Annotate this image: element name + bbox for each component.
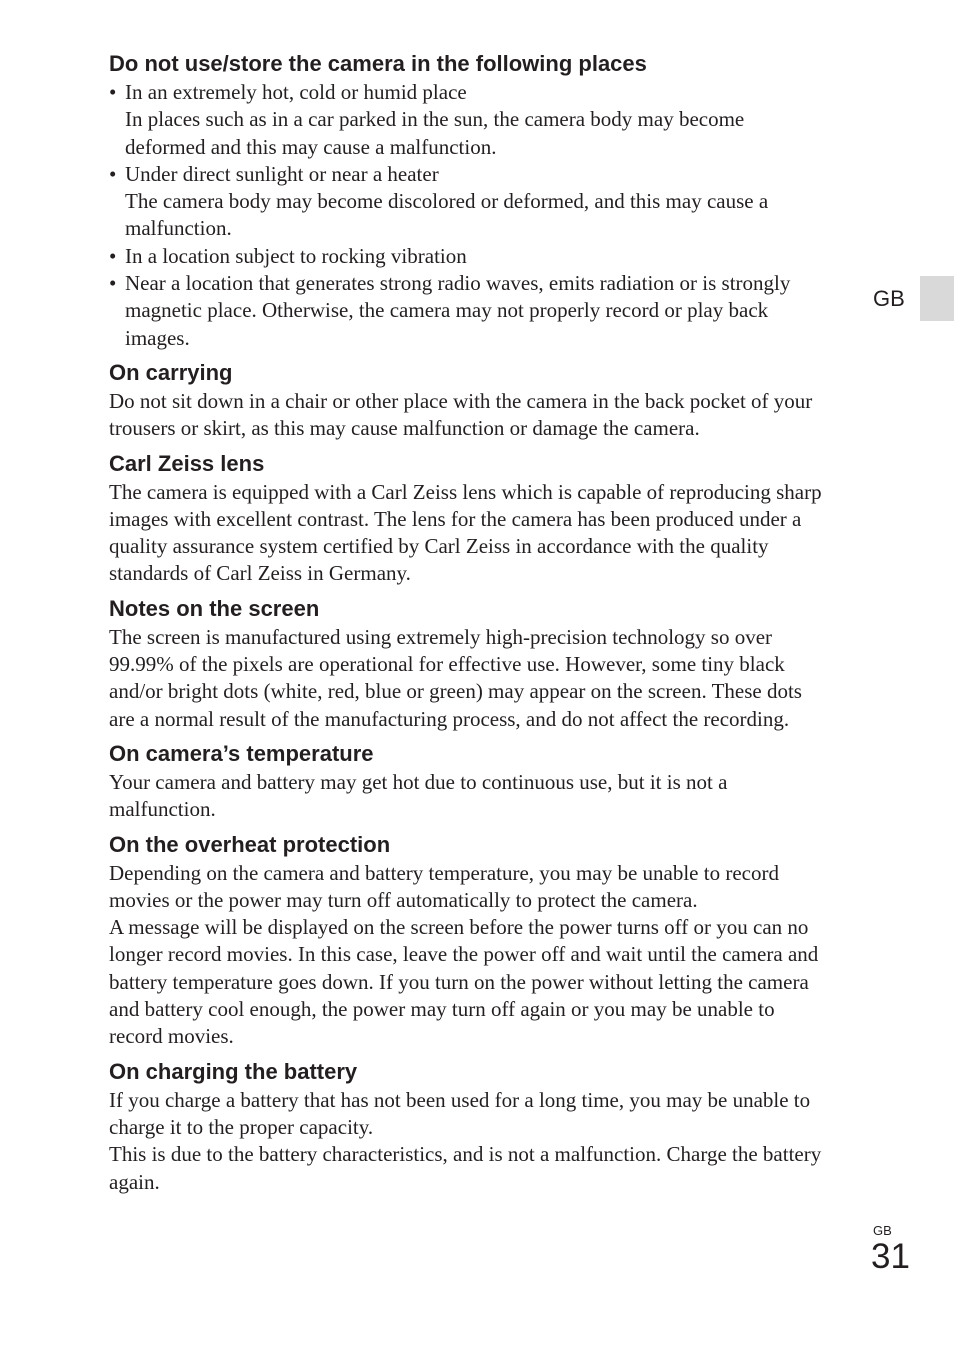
text-line: Do not sit down in a chair or other place with the camera in the back pocket of your: [109, 388, 813, 413]
text-line: and/or bright dots (white, red, blue or green) may appear on the screen. These dots: [109, 679, 802, 704]
text-line: The screen is manufactured using extremely high-precision technology so over: [109, 624, 773, 649]
paragraph: [109, 388, 861, 443]
bullet-marker: •: [109, 243, 117, 268]
text-line: images with excellent contrast. The lens for the camera has been produced under a: [109, 506, 802, 531]
text-line: 99.99% of the pixels are operational for effective use. However, some tiny black: [109, 652, 785, 677]
list-item: [109, 243, 861, 270]
text-line: battery temperature goes down. If you turn on the power without letting the camera: [109, 969, 809, 994]
section-overheat: [109, 830, 861, 1051]
text-line: quality assurance system certified by Carl Zeiss in accordance with the quality: [109, 534, 769, 559]
section-heading: On charging the battery: [109, 1058, 358, 1084]
text-line: malfunction.: [109, 797, 216, 822]
section-carl-zeiss: [109, 449, 861, 588]
text-line: movies or the power may turn off automatically to protect the camera.: [109, 887, 698, 912]
text-line: are a normal result of the manufacturing process, and do not affect the recording.: [109, 706, 790, 731]
document-body: [109, 49, 861, 1202]
section-heading: On carrying: [109, 359, 233, 385]
list-item: [109, 79, 861, 161]
text-line: longer record movies. In this case, leave the power off and wait until the camera and: [109, 942, 819, 967]
section-heading: Notes on the screen: [109, 595, 320, 621]
text-line: The camera body may become discolored or deformed, and this may cause a: [125, 189, 769, 214]
paragraph: [109, 860, 861, 1051]
text-line: In an extremely hot, cold or humid place: [125, 80, 467, 104]
section-heading: On the overheat protection: [109, 831, 391, 857]
section-heading: Carl Zeiss lens: [109, 450, 265, 476]
page-number: 31: [871, 1237, 910, 1276]
text-line: Under direct sunlight or near a heater: [125, 161, 439, 186]
text-line: malfunction.: [125, 216, 232, 241]
bullet-marker: •: [109, 161, 117, 186]
paragraph: [109, 769, 861, 824]
section-places: [109, 49, 861, 352]
section-heading: Do not use/store the camera in the following places: [109, 51, 647, 76]
text-line: standards of Carl Zeiss in Germany.: [109, 561, 411, 586]
paragraph: [109, 624, 861, 733]
paragraph: [109, 1087, 861, 1196]
page-language-label: GB: [873, 1223, 892, 1238]
bullet-marker: •: [109, 271, 117, 296]
language-tab-label: GB: [873, 286, 905, 311]
text-line: Depending on the camera and battery temperature, you may be unable to record: [109, 860, 779, 885]
text-line: charge it to the proper capacity.: [109, 1114, 374, 1139]
bullet-marker: •: [109, 80, 117, 104]
text-line: record movies.: [109, 1024, 234, 1049]
section-screen: [109, 594, 861, 733]
text-line: magnetic place. Otherwise, the camera may not properly record or play back: [125, 298, 769, 323]
text-line: In a location subject to rocking vibration: [125, 243, 467, 268]
text-line: This is due to the battery characteristics, and is not a malfunction. Charge the battery: [109, 1142, 822, 1167]
section-temperature: [109, 739, 861, 824]
text-line: The camera is equipped with a Carl Zeiss lens which is capable of reproducing sharp: [109, 479, 822, 504]
text-line: Near a location that generates strong radio waves, emits radiation or is strongly: [125, 271, 791, 296]
list-item: [109, 270, 861, 352]
section-charging: [109, 1057, 861, 1196]
text-line: again.: [109, 1169, 160, 1194]
paragraph: [109, 479, 861, 588]
text-line: images.: [125, 325, 190, 350]
section-heading: On camera’s temperature: [109, 740, 374, 766]
list-item: [109, 161, 861, 243]
text-line: trousers or skirt, as this may cause malfunction or damage the camera.: [109, 416, 700, 441]
text-line: In places such as in a car parked in the sun, the camera body may become: [125, 107, 745, 132]
text-line: Your camera and battery may get hot due to continuous use, but it is not a: [109, 769, 728, 794]
text-line: and battery cool enough, the power may turn off again or you may be unable to: [109, 997, 775, 1022]
text-line: If you charge a battery that has not been used for a long time, you may be unable to: [109, 1087, 811, 1112]
section-carrying: [109, 358, 861, 443]
language-tab-marker: [920, 276, 954, 321]
text-line: A message will be displayed on the screen before the power turns off or you can no: [109, 915, 809, 940]
bullet-list: [109, 79, 861, 352]
text-line: deformed and this may cause a malfunction.: [125, 134, 497, 159]
